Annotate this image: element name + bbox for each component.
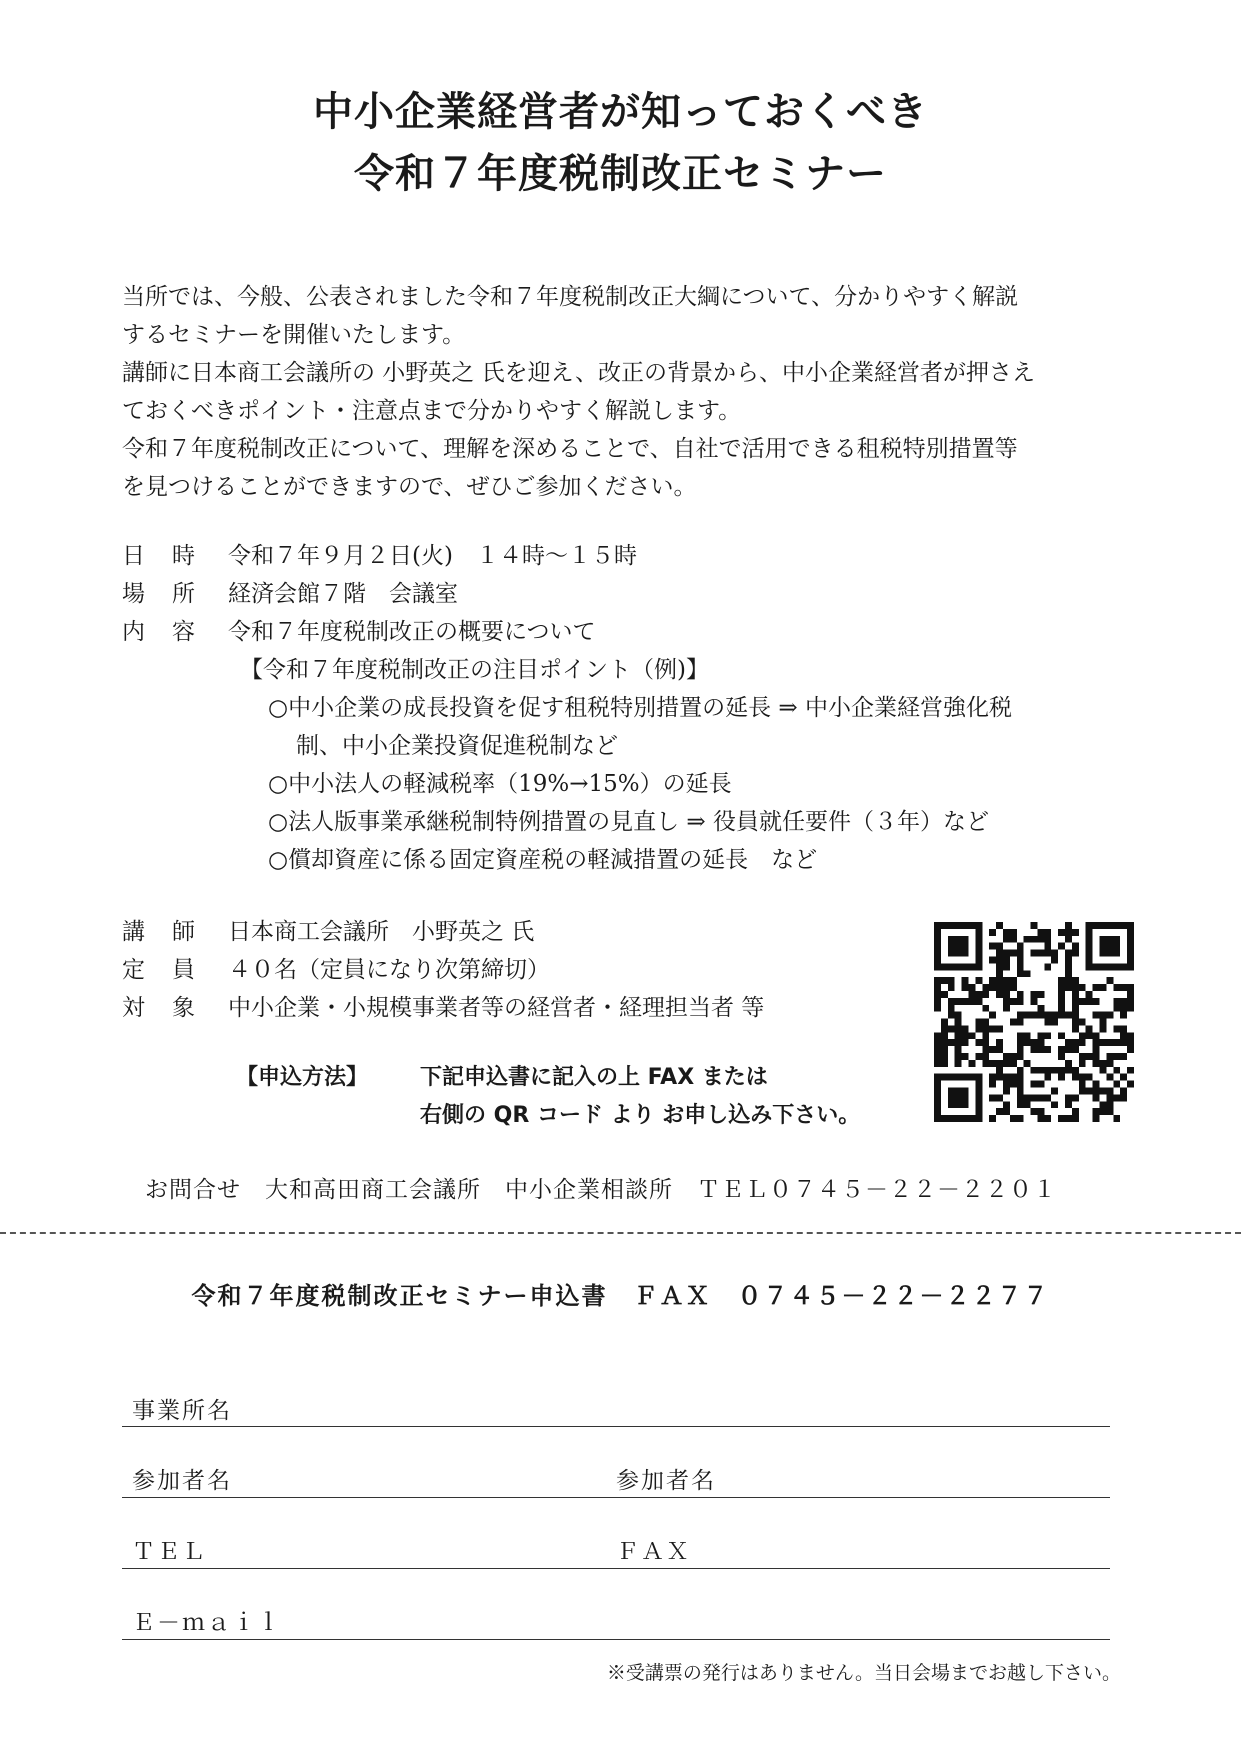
- target-value: 中小企業・小規模事業者等の経営者・経理担当者 等: [228, 995, 765, 1021]
- email-label: Ｅ－ｍａｉｌ: [132, 1610, 282, 1636]
- lecturer-row: [122, 914, 534, 950]
- intro-line: するセミナーを開催いたします。: [122, 322, 466, 348]
- intro-line: 当所では、今般、公表されました令和７年度税制改正大綱について、分かりやすく解説: [122, 284, 1019, 310]
- intro-line: 令和７年度税制改正について、理解を深めることで、自社で活用できる租税特別措置等: [122, 436, 1018, 462]
- participant1-label: 参加者名: [132, 1468, 232, 1494]
- target-label: 象: [172, 995, 195, 1021]
- apply-line2: 右側の QR コード より お申し込み下さい。: [420, 1103, 861, 1128]
- date-label: 日: [122, 543, 145, 569]
- point-item-continued: 制、中小企業投資促進税制など: [296, 733, 618, 759]
- intro-line: 講師に日本商工会議所の 小野英之 氏を迎え、改正の背景から、中小企業経営者が押さえ: [122, 360, 1036, 386]
- inquiry-contact: お問合せ 大和高田商工会議所 中小企業相談所 ＴＥＬ０７４５－２２－２２０１: [145, 1177, 1057, 1203]
- capacity-row: [122, 952, 550, 988]
- office-name-field[interactable]: [122, 1426, 1110, 1427]
- tel-fax-field[interactable]: [122, 1568, 1110, 1569]
- cut-line-divider: [0, 1232, 1241, 1234]
- content-label: 内: [122, 619, 145, 645]
- form-title: 令和７年度税制改正セミナー申込書 ＦＡＸ ０７４５－２２－２２７７: [191, 1282, 1050, 1310]
- apply-line1: 下記申込書に記入の上 FAX または: [420, 1065, 768, 1090]
- place-label: 所: [172, 581, 195, 607]
- intro-text: [122, 278, 1122, 506]
- point-item: ○法人版事業承継税制特例措置の見直し ⇒ 役員就任要件（３年）など: [268, 809, 989, 835]
- target-label: 対: [122, 995, 145, 1021]
- fax-label: ＦＡＸ: [616, 1539, 691, 1565]
- point-item: ○中小企業の成長投資を促す租税特別措置の延長 ⇒ 中小企業経営強化税: [268, 695, 1012, 721]
- target-row: [122, 990, 764, 1026]
- date-value: 令和７年９月２日(火) １４時～１５時: [228, 543, 637, 569]
- content-row: [122, 614, 596, 650]
- lecturer-label: 講: [122, 919, 145, 945]
- content-label: 容: [172, 619, 195, 645]
- qr-code[interactable]: [934, 922, 1134, 1122]
- intro-line: ておくべきポイント・注意点まで分かりやすく解説します。: [122, 398, 742, 424]
- point-item: ○償却資産に係る固定資産税の軽減措置の延長 など: [268, 847, 818, 873]
- date-row: [122, 538, 637, 574]
- office-name-label: 事業所名: [132, 1398, 232, 1424]
- place-row: [122, 576, 458, 612]
- points-heading: 【令和７年度税制改正の注目ポイント（例)】: [240, 657, 709, 683]
- page-title-line2: 令和７年度税制改正セミナー: [354, 151, 887, 197]
- point-item: ○中小法人の軽減税率（19%→15%）の延長: [268, 771, 732, 797]
- intro-line: を見つけることができますので、ぜひご参加ください。: [122, 474, 697, 500]
- capacity-label: 定: [122, 957, 145, 983]
- place-label: 場: [122, 581, 145, 607]
- form-note: ※受講票の発行はありません。当日会場までお越し下さい。: [606, 1662, 1121, 1684]
- date-label: 時: [172, 543, 195, 569]
- tel-label: ＴＥＬ: [132, 1539, 207, 1565]
- participant-name-field[interactable]: [122, 1497, 1110, 1498]
- capacity-value: ４０名（定員になり次第締切）: [228, 957, 550, 983]
- lecturer-label: 師: [172, 919, 195, 945]
- email-field[interactable]: [122, 1639, 1110, 1640]
- participant2-label: 参加者名: [616, 1468, 716, 1494]
- content-value: 令和７年度税制改正の概要について: [228, 619, 596, 645]
- capacity-label: 員: [172, 957, 195, 983]
- page-title-line1: 中小企業経営者が知っておくべき: [313, 89, 928, 135]
- place-value: 経済会館７階 会議室: [228, 581, 458, 607]
- lecturer-value: 日本商工会議所 小野英之 氏: [228, 919, 535, 945]
- apply-label: 【申込方法】: [236, 1065, 369, 1090]
